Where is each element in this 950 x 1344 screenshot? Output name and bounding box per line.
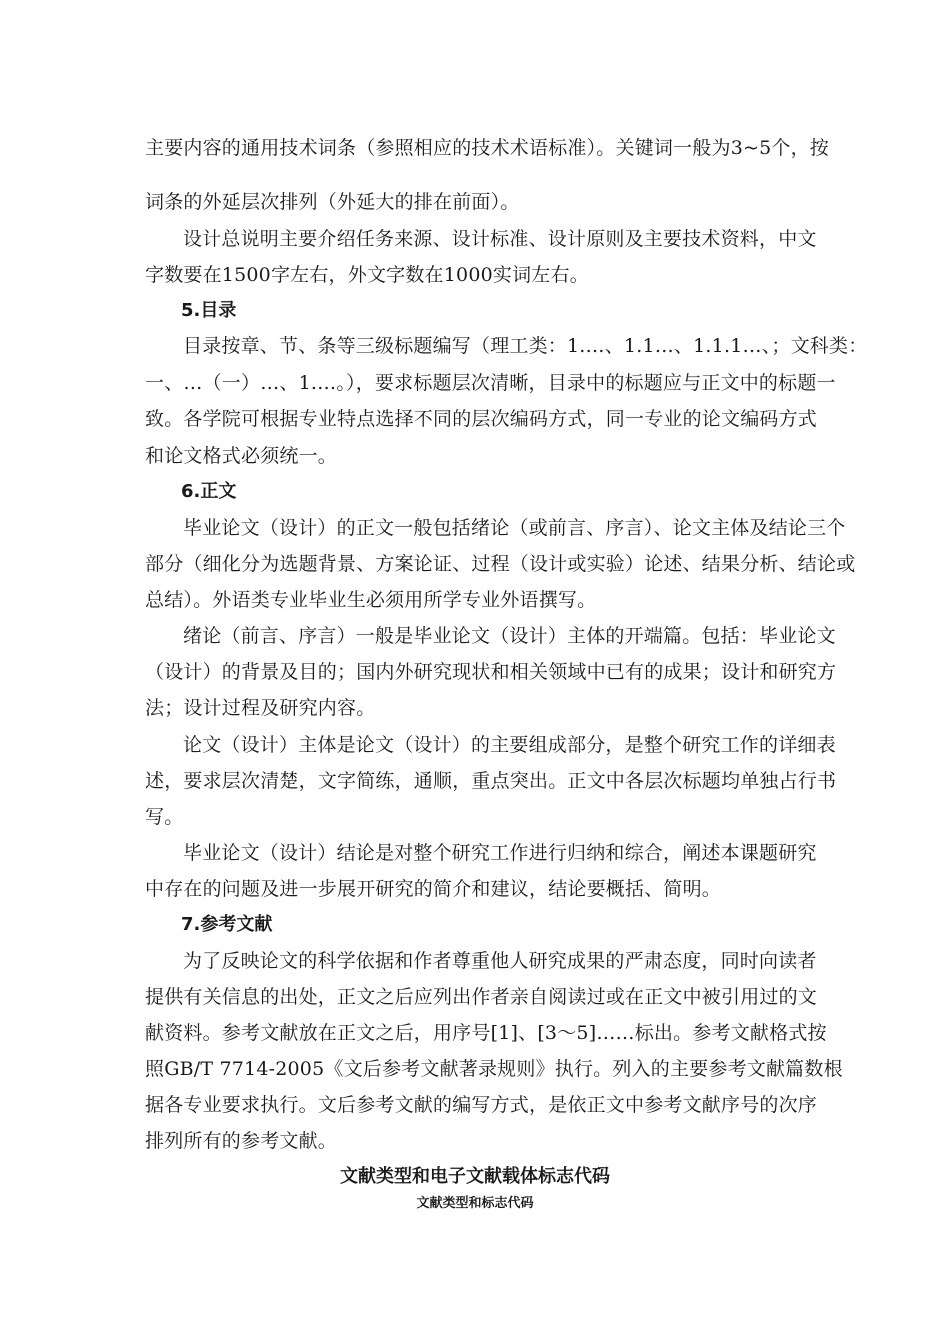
text-line: 目录按章、节、条等三级标题编写（理工类：1.…、1.1…、1.1.1…、；文科类： [183,335,868,357]
text-line: 为了反映论文的科学依据和作者尊重他人研究成果的严肃态度，同时向读者 [183,950,817,972]
text-line: 述，要求层次清楚，文字简练，通顺，重点突出。正文中各层次标题均单独占行书 [145,770,837,792]
text-line: 据各专业要求执行。文后参考文献的编写方式，是依正文中参考文献序号的次序 [145,1094,818,1116]
text-line: 词条的外延层次排列（外延大的排在前面）。 [145,191,520,213]
text-line: 总结）。外语类专业毕业生必须用所学专业外语撰写。 [145,589,597,611]
text-line: 致。各学院可根据专业特点选择不同的层次编码方式，同一专业的论文编码方式 [145,408,818,430]
table-subtitle: 文献类型和标志代码 [416,1196,534,1211]
text-line: 法；设计过程及研究内容。 [145,697,376,719]
text-line: 照GB/T 7714-2005《文后参考文献著录规则》执行。列入的主要参考文献篇数根 [145,1058,843,1080]
text-line: 毕业论文（设计）结论是对整个研究工作进行归纳和综合，阐述本课题研究 [183,842,817,864]
text-line: 一、…（一）…、1.…。），要求标题层次清晰，目录中的标题应与正文中的标题一 [145,372,836,394]
section-heading: 5.目录 [181,300,237,321]
table-title: 文献类型和电子文献载体标志代码 [340,1166,610,1187]
text-line: 字数要在1500字左右，外文字数在1000实词左右。 [145,264,589,286]
text-line: 毕业论文（设计）的正文一般包括绪论（或前言、序言）、论文主体及结论三个 [183,517,846,539]
text-line: 论文（设计）主体是论文（设计）的主要组成部分，是整个研究工作的详细表 [183,734,836,756]
text-line: 提供有关信息的出处，正文之后应列出作者亲自阅读过或在正文中被引用过的文 [145,986,818,1008]
text-line: 和论文格式必须统一。 [145,445,338,467]
text-line: 献资料。参考文献放在正文之后，用序号[1]、[3～5]……标出。参考文献格式按 [145,1022,827,1044]
text-line: 部分（细化分为选题背景、方案论证、过程（设计或实验）论述、结果分析、结论或 [145,553,856,575]
text-line: 主要内容的通用技术词条（参照相应的技术术语标准）。关键词一般为3~5个，按 [145,137,829,159]
text-line: 绪论（前言、序言）一般是毕业论文（设计）主体的开端篇。包括：毕业论文 [183,625,836,647]
text-line: 排列所有的参考文献。 [145,1130,338,1152]
text-line: 写。 [145,806,184,828]
section-heading: 7.参考文献 [181,914,273,935]
text-line: 中存在的问题及进一步展开研究的简介和建议，结论要概括、简明。 [145,878,722,900]
text-line: 设计总说明主要介绍任务来源、设计标准、设计原则及主要技术资料，中文 [183,228,817,250]
section-heading: 6.正文 [181,481,237,502]
text-line: （设计）的背景及目的；国内外研究现状和相关领域中已有的成果；设计和研究方 [145,661,837,683]
